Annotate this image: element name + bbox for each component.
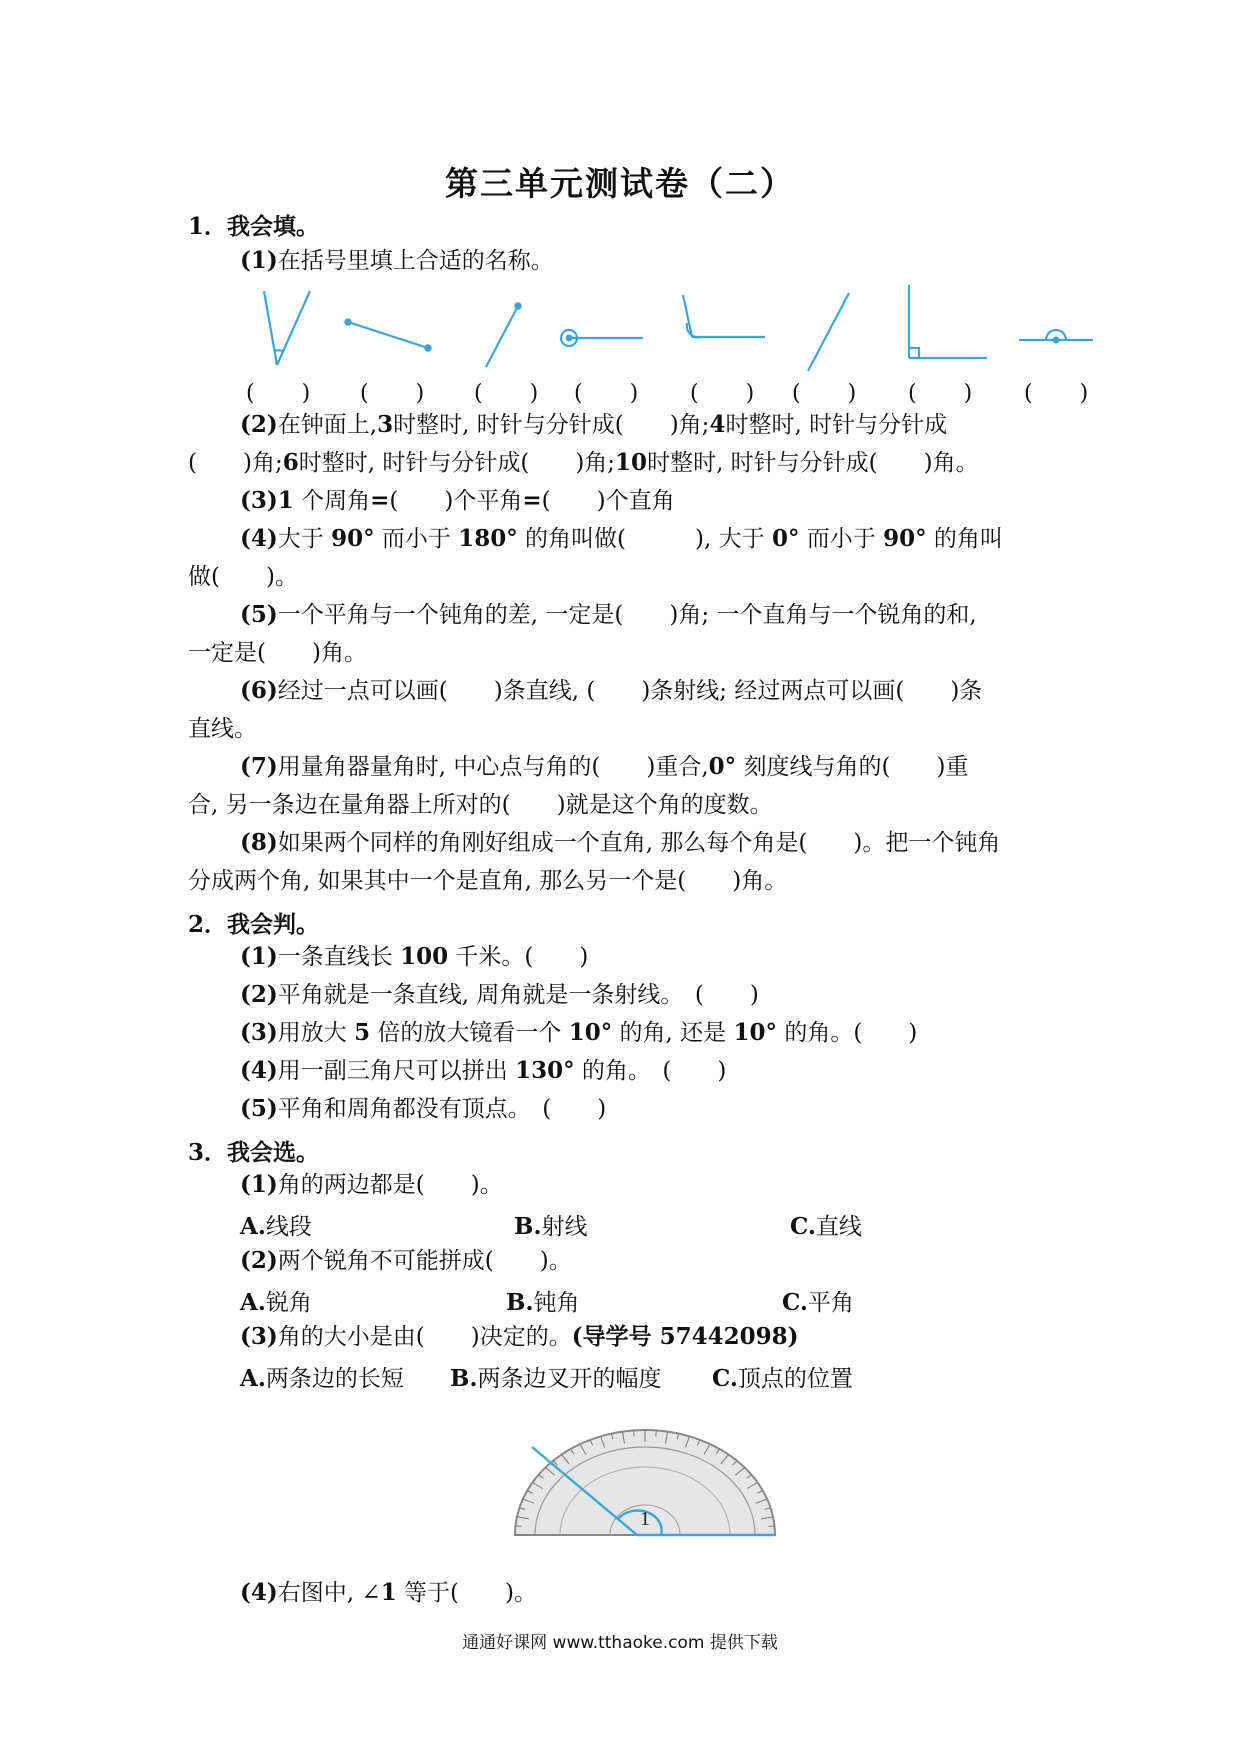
q-number: (1) — [240, 943, 278, 970]
figure-right-angle — [909, 285, 987, 358]
option-a[interactable] — [240, 1360, 404, 1393]
q-text: 个周角 — [293, 488, 371, 514]
q-text: 而小于 — [374, 526, 459, 552]
q-text: 时整时, 时针与分针成( )角。 — [647, 450, 979, 476]
q-text: ( )个直角 — [541, 488, 675, 514]
q2-2 — [240, 980, 759, 1010]
q-number: (3) — [240, 1019, 278, 1046]
footer-text: 通通好课网 www.tthaoke.com 提供下载 — [462, 1633, 778, 1653]
option-text: 直线 — [815, 1214, 862, 1240]
q-text: 等于( )。 — [396, 1580, 537, 1606]
answer-blank-2[interactable]: ( ) — [360, 381, 426, 406]
q1-6-line1 — [240, 676, 982, 706]
q1-1 — [240, 246, 554, 276]
figure-acute-angle — [264, 291, 310, 365]
q-value: 100 — [400, 943, 449, 970]
answer-blank-6[interactable]: ( ) — [792, 381, 858, 406]
option-a[interactable] — [240, 1208, 312, 1241]
section-2-heading: 2．我会判。 — [188, 911, 320, 938]
q-text: 用一副三角尺可以拼出 — [277, 1058, 516, 1084]
q-text: 一条直线长 — [277, 944, 401, 970]
option-text: 平角 — [807, 1290, 854, 1316]
q-text: 时整时, 时针与分针成 — [725, 412, 948, 438]
option-b[interactable] — [450, 1360, 661, 1393]
option-text: 两条边叉开的幅度 — [477, 1366, 662, 1392]
reference-number: (导学号 57442098) — [571, 1323, 799, 1350]
q-value: 4 — [709, 411, 726, 438]
option-b[interactable] — [514, 1208, 587, 1241]
q-text: 经过一点可以画( )条直线, ( )条射线; 经过两点可以画( )条 — [277, 678, 983, 704]
option-c[interactable] — [790, 1208, 862, 1241]
q-text: 的角叫做( ), 大于 — [517, 526, 772, 552]
q-text: ( )角; — [188, 450, 283, 476]
answer-blank-3[interactable]: ( ) — [474, 381, 540, 406]
option-text: 两条边的长短 — [265, 1366, 404, 1392]
answer-blank-1[interactable]: ( ) — [246, 381, 312, 406]
option-label: A. — [240, 1365, 266, 1392]
q-value: 10 — [615, 449, 648, 476]
equals-sign: = — [370, 487, 390, 514]
q2-1 — [240, 942, 588, 972]
q1-7-line1 — [240, 752, 968, 782]
q2-3 — [240, 1018, 917, 1048]
angle-label: 1 — [640, 1508, 650, 1530]
q3-4 — [240, 1578, 537, 1608]
q1-3 — [240, 486, 675, 516]
q1-6-line2: 直线。 — [188, 716, 257, 742]
q-text: 而小于 — [799, 526, 884, 552]
q-text: 右图中, ∠ — [277, 1580, 381, 1606]
q-value: 0° — [708, 753, 737, 780]
q-value: 10° — [733, 1019, 778, 1046]
answer-blank-4[interactable]: ( ) — [574, 381, 640, 406]
option-text: 钝角 — [533, 1290, 580, 1316]
q-value: 5 — [354, 1019, 371, 1046]
option-text: 锐角 — [265, 1290, 312, 1316]
q-text: ( )个平角 — [389, 488, 523, 514]
option-c[interactable] — [712, 1360, 853, 1393]
q1-8-line1 — [240, 828, 1000, 858]
protractor-figure — [510, 1425, 780, 1555]
q-value: 0° — [771, 525, 800, 552]
section-1-heading: 1．我会填。 — [188, 213, 320, 240]
q1-2-line2 — [188, 448, 979, 478]
q-text: 的角。 ( ) — [574, 1058, 727, 1084]
option-label: C. — [790, 1213, 816, 1240]
q-value: 90° — [331, 525, 375, 552]
q-number: (1) — [240, 247, 278, 274]
option-label: B. — [450, 1365, 478, 1392]
answer-blank-5[interactable]: ( ) — [690, 381, 756, 406]
option-text: 线段 — [265, 1214, 312, 1240]
q-value: 1 — [380, 1579, 397, 1606]
q-value: 90° — [883, 525, 927, 552]
q-text: 平角就是一条直线, 周角就是一条射线。 ( ) — [277, 982, 759, 1008]
option-c[interactable] — [782, 1284, 854, 1317]
q1-5-line1 — [240, 600, 977, 630]
q-number: (4) — [240, 1579, 278, 1606]
q-text: 如果两个同样的角刚好组成一个直角, 那么每个角是( )。把一个钝角 — [277, 830, 1001, 856]
q-value: 1 — [277, 487, 294, 514]
q-text: 角的大小是由( )决定的。 — [277, 1324, 572, 1350]
q-number: (4) — [240, 525, 278, 552]
equals-sign: = — [522, 487, 542, 514]
q1-4-line1 — [240, 524, 1003, 554]
option-label: C. — [782, 1289, 808, 1316]
q-text: 一个平角与一个钝角的差, 一定是( )角; 一个直角与一个锐角的和, — [277, 602, 977, 628]
q-text: 的角, 还是 — [612, 1020, 734, 1046]
figure-line-segment — [345, 319, 430, 350]
option-b[interactable] — [506, 1284, 579, 1317]
q3-2 — [240, 1246, 572, 1276]
q-text: 两个锐角不可能拼成( )。 — [277, 1248, 572, 1274]
q-number: (3) — [240, 1323, 278, 1350]
q-number: (3) — [240, 487, 278, 514]
q-number: (5) — [240, 1095, 278, 1122]
q1-5-line2: 一定是( )角。 — [188, 640, 367, 666]
q3-1 — [240, 1170, 503, 1200]
figure-ray — [486, 303, 521, 367]
figure-obtuse-angle — [683, 295, 765, 337]
q3-3 — [240, 1322, 799, 1352]
q-number: (7) — [240, 753, 278, 780]
figure-straight-angle — [1019, 330, 1093, 342]
q-text: 大于 — [277, 526, 332, 552]
q1-4-line2: 做( )。 — [188, 564, 298, 590]
option-a[interactable] — [240, 1284, 312, 1317]
answer-blank-7[interactable]: ( ) — [908, 381, 974, 406]
q-text: 时整时, 时针与分针成( )角; — [298, 450, 616, 476]
option-label: C. — [712, 1365, 738, 1392]
option-label: B. — [514, 1213, 542, 1240]
option-label: A. — [240, 1213, 266, 1240]
q-number: (5) — [240, 601, 278, 628]
q-number: (4) — [240, 1057, 278, 1084]
q-number: (2) — [240, 981, 278, 1008]
q-number: (2) — [240, 1247, 278, 1274]
q2-4 — [240, 1056, 726, 1086]
q-text: 刻度线与角的( )重 — [736, 754, 969, 780]
q-number: (1) — [240, 1171, 278, 1198]
q-text: 在括号里填上合适的名称。 — [277, 248, 554, 274]
q-text: 的角叫 — [926, 526, 1003, 552]
q-text: 用量角器量角时, 中心点与角的( )重合, — [277, 754, 709, 780]
q1-7-line2: 合, 另一条边在量角器上所对的( )就是这个角的度数。 — [188, 792, 773, 818]
q-number: (2) — [240, 411, 278, 438]
q-text: 在钟面上, — [277, 412, 378, 438]
q-value: 10° — [568, 1019, 613, 1046]
answer-blank-8[interactable]: ( ) — [1024, 381, 1090, 406]
q-value: 3 — [377, 411, 394, 438]
figure-straight-line — [808, 293, 849, 371]
q-text: 的角。( ) — [777, 1020, 918, 1046]
page-title: 第三单元测试卷（二） — [445, 164, 795, 203]
q-value: 180° — [458, 525, 518, 552]
q-number: (6) — [240, 677, 278, 704]
option-label: A. — [240, 1289, 266, 1316]
q-value: 130° — [515, 1057, 575, 1084]
option-label: B. — [506, 1289, 534, 1316]
q-value: 6 — [282, 449, 299, 476]
q2-5 — [240, 1094, 606, 1124]
q-text: 角的两边都是( )。 — [277, 1172, 503, 1198]
q1-2-line1 — [240, 410, 947, 440]
section-3-heading: 3．我会选。 — [188, 1139, 320, 1166]
q1-8-line2: 分成两个角, 如果其中一个是直角, 那么另一个是( )角。 — [188, 868, 788, 894]
geometry-figures — [240, 285, 1120, 385]
option-text: 顶点的位置 — [737, 1366, 853, 1392]
figure-full-angle — [561, 330, 643, 346]
q-number: (8) — [240, 829, 278, 856]
q-text: 千米。( ) — [448, 944, 589, 970]
q-text: 平角和周角都没有顶点。 ( ) — [277, 1096, 607, 1122]
q-text: 用放大 — [277, 1020, 355, 1046]
q-text: 时整时, 时针与分针成( )角; — [393, 412, 710, 438]
option-text: 射线 — [541, 1214, 588, 1240]
q-text: 倍的放大镜看一个 — [370, 1020, 569, 1046]
